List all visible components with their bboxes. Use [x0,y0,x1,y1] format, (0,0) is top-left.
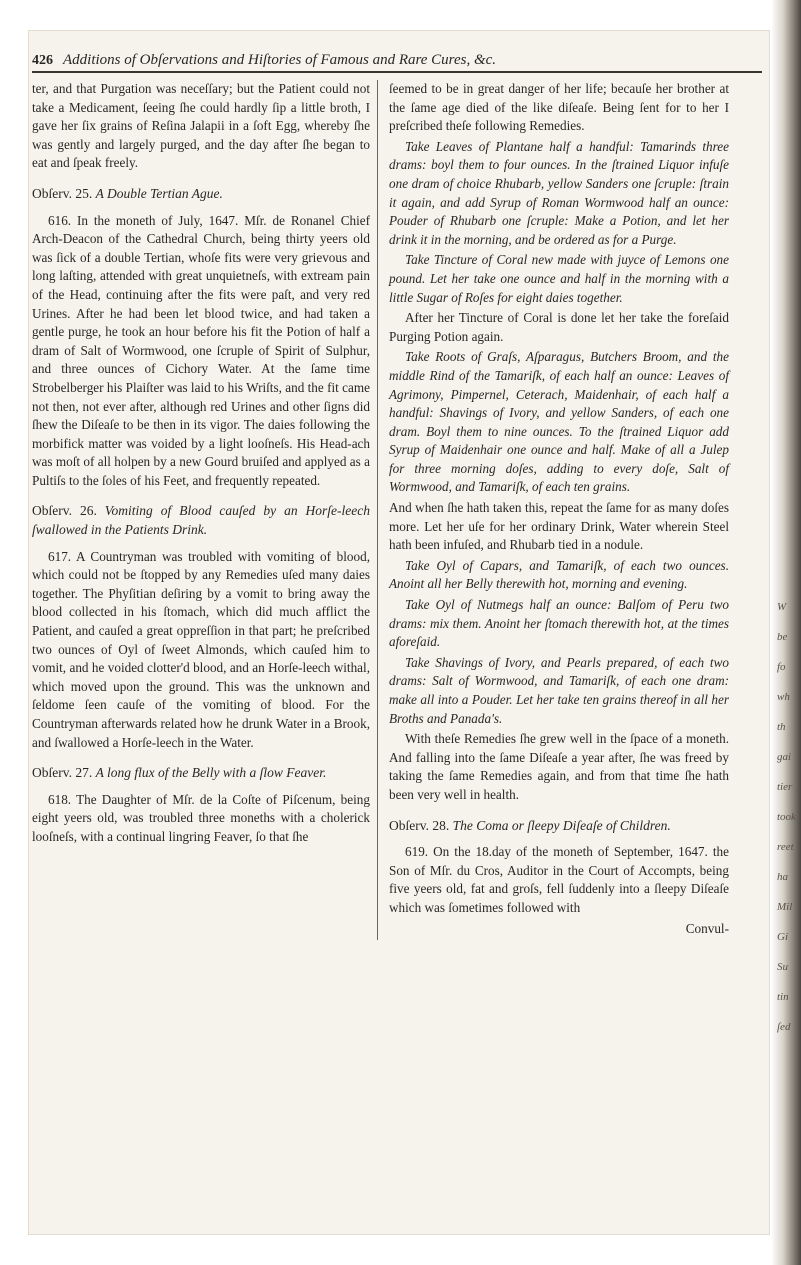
edge-text-fragment: Gi [777,931,788,943]
edge-text-fragment: gai [777,751,792,763]
prescription-paragraph: Take Oyl of Capars, and Tamariſk, of each two ounces. Anoint all her Belly therewith hot, morning and evening. [389,557,729,592]
body-paragraph: With theſe Remedies ſhe grew well in the ſpace of a moneth. And falling into the ſame Diſeaſe a year after, ſhe was freed by taking the ſame Remedies again, and from that time ſhe hath been very well in health. [389,731,729,802]
observation-heading [389,817,729,836]
right-column [389,80,729,938]
edge-text-fragment: tin [777,991,789,1003]
observation-heading [32,764,370,783]
body-paragraph: After her Tincture of Coral is done let her take the foreſaid Purging Potion again. [389,310,729,344]
body-paragraph: And when ſhe hath taken this, repeat the ſame for as many doſes more. Let her uſe for her ordinary Drink, Water wherein Steel hath been infuſed, and Rhubarb tied in a nodule. [389,500,729,553]
running-title: Additions of Obſervations and Hiſtories of Famous and Rare Cures, &c. [63,52,497,68]
prescription-paragraph: Take Shavings of Ivory, and Pearls prepared, of each two drams: Salt of Wormwood, and Tamariſk, of each one dram: make all into a Pouder. Let her take ten grains thereof in all her Broths and Panada's. [389,654,729,726]
observation-heading [32,185,370,204]
left-column [32,80,370,849]
observation-title: A Double Tertian Ague. [95,185,223,201]
facing-page-edge [771,0,801,1265]
edge-text-fragment: fo [777,661,786,673]
catchword: Convul- [685,920,729,936]
edge-text-fragment: Mil [777,901,793,913]
observation-number: Obſerv. 25. [32,185,93,201]
edge-text-fragment: W [777,601,787,613]
prescription-paragraph: Take Leaves of Plantane half a handful: Tamarinds three drams: boyl them to four ounces. In the ſtrained Liquor infuſe one dram of choice Rhubarb, yellow Sanders one ſcruple: ſtrain it again, and add Syrup of Roman Wormwood half an ounce: Pouder of Rhubarb one ſcruple: Make a Potion, and let her drink it in the morning, and be ordered as for a Purge. [389,138,729,247]
edge-text-fragment: ha [777,871,788,883]
observation-number: Obſerv. 28. [389,817,450,833]
observation-title: A long flux of the Belly with a ſlow Feaver. [95,765,327,781]
body-paragraph: 619. On the 18.day of the moneth of September, 1647. the Son of Mſr. du Cros, Auditor in the Court of Accompts, being five yeers old, fat and groſs, fell ſuddenly into a ſleepy Diſeaſe which was ſometimes followed with [389,844,729,915]
body-paragraph: 617. A Countryman was troubled with vomiting of blood, which could not be ſtopped by any Remedies uſed many daies together. The Phyſitian deſiring by a vomit to bring away the blood collected in his ſtomach, which did much afflict the Patient, and cauſed a great oppreſſion in that part; he preſcribed two ounces of Oyl of ſweet Almonds, which cauſed him to vomit, and he voided clotter'd blood, and an Horſe-leech withal, which moved upon the ground. This was the unknown and ſeldome ſeen cauſe of the vomiting of blood. For the Countryman afterwards related how he drunk Water in a Brook, and ſwallowed a Horſe-leech in the Water. [32,548,370,750]
body-paragraph: 616. In the moneth of July, 1647. Mſr. de Ronanel Chief Arch-Deacon of the Cathedral Church, being thirty yeers old was ſick of a double Tertian, whoſe fits were very grievous and long laſting, attended with great unquietneſs, with extream pain of the Head, continuing after the fits were paſt, and very red Urines. After he had been let blood twice, and had taken a gentle purge, he took an hour before his fit the Potion of half a dram of Salt of Wormwood, one ſcruple of Spirit of Sulphur, and three ounces of Cichory Water. At the ſame time Strobelberger his Plaiſter was laid to his Wriſts, and the fit came not then, not ever after, although red Urines and other ſigns did ſhew the Diſeaſe to be then in its vigor. The daies following the morbifick matter was voided by a light looſneſs. His Head-ach was moſt of all holpen by a new Gourd bruiſed and applyed as a Pultiſs to the ſoles of his Feet, and frequently repeated. [32,212,370,488]
prescription-paragraph: Take Roots of Graſs, Aſparagus, Butchers Broom, and the middle Rind of the Tamariſk, of each half an ounce: Leaves of Agrimony, Pimpernel, Ceterach, Maidenhair, of each half a handful: Shavings of Ivory, and yellow Sanders, of each one dram. Boyl them to nine ounces. To the ſtrained Liquor add Syrup of Maidenhair one ounce and half. Make of all a Julep for three morning doſes, adding to every doſe, Salt of Wormwood, and Tamariſk, of each ten grains. [389,349,729,495]
body-paragraph: ter, and that Purgation was neceſſary; but the Patient could not take a Medicament, ſeeing ſhe could hardly ſip a little broth, I gave her ſix grains of Reſina Jalapii in a ſoft Egg, whereby ſhe was gently and largely purged, and the day after ſhe began to eat and ſpeak freely. [32,81,370,171]
edge-text-fragment: ſed [777,1021,791,1033]
edge-text-fragment: be [777,631,788,643]
observation-heading [32,502,370,539]
edge-text-fragment: took [777,811,796,823]
edge-text-fragment: th [777,721,786,733]
observation-number: Obſerv. 26. [32,503,97,519]
book-page [28,30,770,1235]
column-divider [377,80,378,940]
prescription-paragraph: Take Oyl of Nutmegs half an ounce: Balſom of Peru two drams: mix them. Anoint her ſtomach therewith hot, at the times aforeſaid. [389,597,729,650]
edge-text-fragment: tier [777,781,793,793]
observation-title: The Coma or ſleepy Diſeaſe of Children. [452,817,671,833]
edge-text-fragment: wh [777,691,790,703]
observation-title: Vomiting of Blood cauſed by an Horſe-leech ſwallowed in the Patients Drink. [32,503,370,538]
body-paragraph: ſeemed to be in great danger of her life; becauſe her brother at the ſame age died of the like diſeaſe. Being ſent for to her I preſcribed theſe following Remedies. [389,81,729,134]
running-header [32,52,762,73]
edge-text-fragment: Su [777,961,788,973]
body-paragraph: 618. The Daughter of Mſr. de la Coſte of Piſcenum, being eight yeers old, was troubled three moneths with a cholerick looſneſs, with a continual lingring Feaver, ſo that ſhe [32,791,370,844]
edge-text-fragment: reet [777,841,794,853]
prescription-paragraph: Take Tincture of Coral new made with juyce of Lemons one pound. Let her take one ounce and half in the morning with a little Sugar of Roſes for eight daies together. [389,252,729,305]
observation-number: Obſerv. 27. [32,765,93,781]
page-number: 426 [32,53,53,68]
